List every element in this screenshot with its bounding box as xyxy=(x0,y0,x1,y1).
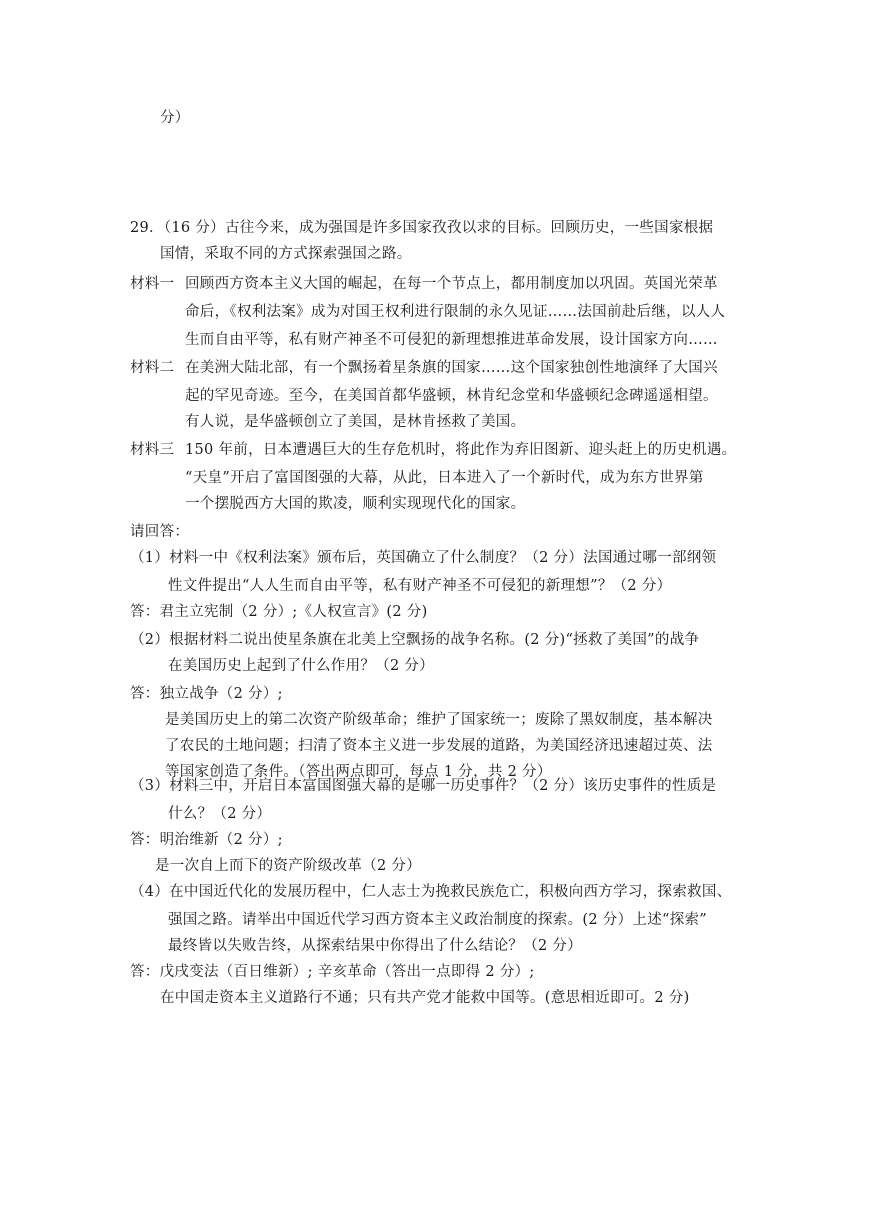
question-line: 国情，采取不同的方式探索强国之路。 xyxy=(160,246,412,262)
answer-line: 答：明治维新（2 分）; xyxy=(130,832,283,848)
material-label: 材料一 xyxy=(130,276,175,292)
material-label: 材料二 xyxy=(130,360,175,376)
answer-line: 答：独立战争（2 分）; xyxy=(130,686,283,702)
continuation-text: 分） xyxy=(160,110,190,126)
material-line: “天皇”开启了富国图强的大幕，从此，日本进入了一个新时代，成为东方世界第 xyxy=(185,470,704,486)
sub-question-line: （1）材料一中《权利法案》颁布后，英国确立了什么制度？（2 分）法国通过哪一部纲领 xyxy=(130,550,717,566)
sub-question-line: （4）在中国近代化的发展历程中，仁人志士为挽救民族危亡，积极向西方学习，探索救国、 xyxy=(130,884,732,900)
material-line: 起的罕见奇迹。至今，在美国首都华盛顿，林肯纪念堂和华盛顿纪念碑遥遥相望。 xyxy=(185,388,718,404)
material-line: 一个摆脱西方大国的欺凌，顺利实现现代化的国家。 xyxy=(185,496,526,512)
sub-question-line: （3）材料三中，开启日本富国图强大幕的是哪一历史事件？（2 分）该历史事件的性质是 xyxy=(130,778,717,794)
material-line: 回顾西方资本主义大国的崛起，在每一个节点上，都用制度加以巩固。英国光荣革 xyxy=(185,276,718,292)
material-line: 命后，《权利法案》成为对国王权利进行限制的永久见证……法国前赴后继，以人人 xyxy=(185,304,726,320)
answer-line: 在中国走资本主义道路行不通；只有共产党才能救中国等。(意思相近即可。2 分) xyxy=(160,990,690,1006)
sub-question-line: 强国之路。请举出中国近代学习西方资本主义政治制度的探索。(2 分）上述“探索” xyxy=(168,912,708,928)
sub-question-line: 性文件提出“人人生而自由平等，私有财产神圣不可侵犯的新理想”？（2 分） xyxy=(168,578,672,594)
material-line: 150 年前，日本遭遇巨大的生存危机时，将此作为弃旧图新、迎头赶上的历史机遇。 xyxy=(185,442,737,458)
material-line: 生而自由平等，私有财产神圣不可侵犯的新理想推进革命发展，设计国家方向…… xyxy=(185,332,718,348)
material-label: 材料三 xyxy=(130,442,175,458)
answer-line: 是一次自上而下的资产阶级改革（2 分） xyxy=(155,858,422,874)
sub-question-line: 在美国历史上起到了什么作用？（2 分） xyxy=(168,658,435,674)
sub-question-line: （2）根据材料二说出使星条旗在北美上空飘扬的战争名称。(2 分)“拯救了美国”的战争 xyxy=(130,632,700,648)
sub-question-line: 最终皆以失败告终，从探索结果中你得出了什么结论？（2 分） xyxy=(168,938,583,954)
material-line: 有人说，是华盛顿创立了美国，是林肯拯救了美国。 xyxy=(185,414,526,430)
answer-line: 了农民的土地问题；扫清了资本主义进一步发展的道路，为美国经济迅速超过英、法 xyxy=(165,738,713,754)
answer-line: 等国家创造了条件。（答出两点即可，每点 1 分，共 2 分） xyxy=(165,764,552,780)
sub-question-line: 什么？（2 分） xyxy=(168,806,272,822)
material-line: 在美洲大陆北部，有一个飘扬着星条旗的国家……这个国家独创性地演绎了大国兴 xyxy=(185,360,718,376)
answer-line: 答：君主立宪制（2 分）;《人权宣言》(2 分) xyxy=(130,604,428,620)
question-line: 29．（16 分）古往今来，成为强国是许多国家孜孜以求的目标。回顾历史，一些国家根据 xyxy=(130,220,714,236)
answer-prompt: 请回答： xyxy=(130,524,190,540)
answer-line: 是美国历史上的第二次资产阶级革命；维护了国家统一；废除了黑奴制度，基本解决 xyxy=(165,712,713,728)
answer-line: 答：戊戌变法（百日维新）; 辛亥革命（答出一点即得 2 分）; xyxy=(130,964,535,980)
